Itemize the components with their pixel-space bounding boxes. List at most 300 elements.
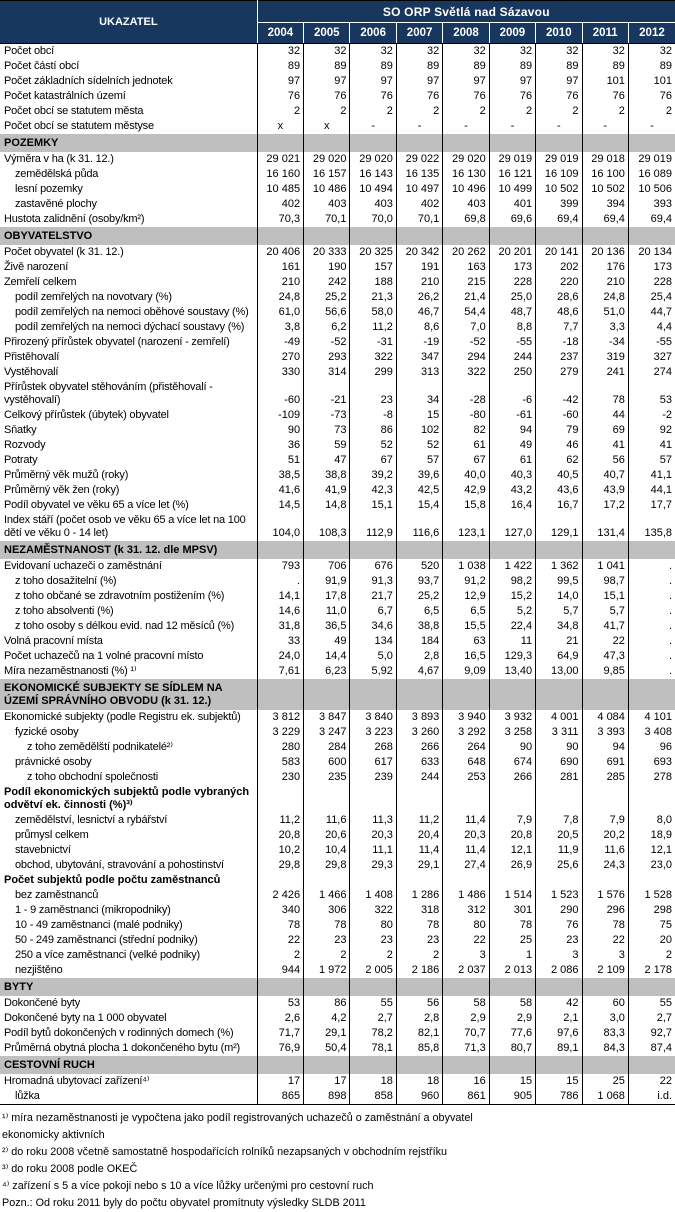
section-header-row [0,541,675,559]
cell-value: 47,3 [582,649,628,664]
row-label: Přistěhovalí [0,350,257,365]
cell-value: 29 019 [638,153,672,165]
table-row [0,828,675,843]
cell-value: 21,7 [350,589,396,604]
cell-value: 32 [443,44,489,60]
cell-value: 23 [350,933,396,948]
cell-value: 3,8 [257,320,303,335]
cell-value: 20 333 [304,245,350,260]
cell-value: 313 [396,365,442,380]
cell-value [396,227,442,245]
cell-value: 306 [304,903,350,918]
cell-value: 33 [257,634,303,649]
cell-value: 633 [396,755,442,770]
row-label: 250 a více zaměstnanci (velké podniky) [0,948,257,963]
cell-value: 403 [443,197,489,212]
row-label: 50 - 249 zaměstnanci (střední podniky) [0,933,257,948]
cell-value: 4 001 [536,710,582,725]
cell-value: 693 [653,756,672,768]
cell-value: 17,8 [304,589,350,604]
cell-value: 29,1 [304,1026,350,1041]
cell-value: 322 [350,350,396,365]
row-label: Přírůstek obyvatel stěhováním (přistěhovalí - vystěhovalí) [0,380,257,408]
row-label: Dokončené byty na 1 000 obyvatel [0,1011,257,1026]
cell-value: 89 [443,59,489,74]
cell-value [628,541,675,559]
cell-value: 15,5 [443,619,489,634]
cell-value: 108,3 [304,513,350,541]
cell-value: 27,4 [443,858,489,873]
cell-value: 403 [304,197,350,212]
cell-value: 60 [582,996,628,1011]
cell-value: -55 [489,335,535,350]
cell-value: 3 311 [536,725,582,740]
cell-value: 116,6 [396,513,442,541]
row-label: 10 - 49 zaměstnanci (malé podniky) [0,918,257,933]
cell-value: 40,3 [489,468,535,483]
cell-value: 235 [304,770,350,785]
cell-value: . [668,620,672,632]
cell-value: 20,8 [257,828,303,843]
cell-value: 648 [443,755,489,770]
row-label: Počet základních sídelních jednotek [0,74,257,89]
cell-value: 11 [489,634,535,649]
cell-value: 2,7 [350,1011,396,1026]
cell-value: 93,7 [396,574,442,589]
cell-value: 3 932 [489,710,535,725]
cell-value: 50,4 [304,1041,350,1056]
cell-value [489,541,535,559]
cell-value: 2 [257,948,303,963]
cell-value: 2 013 [489,963,535,978]
cell-value [350,227,396,245]
cell-value: 16 089 [638,168,672,180]
cell-value: 78 [582,380,628,408]
cell-value: 690 [536,755,582,770]
cell-value: 70,1 [396,212,442,227]
row-label: Počet uchazečů na 1 volné pracovní místo [0,649,257,664]
cell-value: 2,7 [656,1012,672,1024]
cell-value [628,134,675,152]
cell-value: - [582,119,628,134]
table-row [0,453,675,468]
cell-value: 20,8 [489,828,535,843]
row-label: Podíl ekonomických subjektů podle vybraných odvětví ek. činnosti (%)³⁾ [0,785,257,813]
cell-value: 34,8 [536,619,582,634]
cell-value [582,785,628,813]
cell-value: 84,3 [582,1041,628,1056]
cell-value: 40,7 [582,468,628,483]
cell-value: 129,3 [489,649,535,664]
cell-value: 12,9 [443,589,489,604]
row-label: podíl zemřelých na novotvary (%) [0,290,257,305]
cell-value: 10 506 [638,183,672,195]
cell-value: 20,4 [396,828,442,843]
table-row [0,89,675,104]
row-label: BYTY [0,978,257,996]
row-label: Počet subjektů podle počtu zaměstnanců [0,873,257,888]
row-label: Vystěhovalí [0,365,257,380]
cell-value: 34 [396,380,442,408]
cell-value: 3 408 [644,726,672,738]
cell-value: 285 [582,770,628,785]
cell-value: 8,6 [396,320,442,335]
cell-value [350,541,396,559]
cell-value: 42,5 [396,483,442,498]
cell-value: . [668,605,672,617]
cell-value: 210 [582,275,628,290]
cell-value: 2 426 [257,888,303,903]
cell-value [396,679,442,710]
cell-value: 78 [396,918,442,933]
cell-value: 10 497 [396,182,442,197]
cell-value [443,785,489,813]
cell-value: 22 [443,933,489,948]
year-header: 2006 [350,23,396,44]
cell-value: 71,7 [257,1026,303,1041]
cell-value: 8,8 [489,320,535,335]
cell-value: 62 [536,453,582,468]
cell-value: 11,4 [443,813,489,828]
cell-value: 3 247 [304,725,350,740]
table-row [0,740,675,755]
cell-value: 4,67 [396,664,442,679]
cell-value: 279 [536,365,582,380]
cell-value: 16 [443,1074,489,1089]
cell-value: 274 [653,366,672,378]
cell-value: 16,4 [489,498,535,513]
cell-value: 25,4 [650,291,672,303]
cell-value: 32 [536,44,582,60]
cell-value: 3 393 [582,725,628,740]
row-label: Podíl obyvatel ve věku 65 a více let (%) [0,498,257,513]
row-label: Počet částí obcí [0,59,257,74]
cell-value: 64,9 [536,649,582,664]
row-label: podíl zemřelých na nemoci dýchací soustavy (%) [0,320,257,335]
cell-value: 2 037 [443,963,489,978]
cell-value: 18,9 [650,829,672,841]
cell-value: 21,4 [443,290,489,305]
cell-value: 91,3 [350,574,396,589]
cell-value [628,978,675,996]
cell-value: 44,1 [650,484,672,496]
cell-value: 3 812 [257,710,303,725]
cell-value: 5,7 [582,604,628,619]
cell-value: . [668,635,672,647]
row-label: právnické osoby [0,755,257,770]
cell-value: 280 [257,740,303,755]
cell-value: 2,8 [396,649,442,664]
cell-value: 76 [350,89,396,104]
table-row [0,996,675,1011]
cell-value: 97,6 [536,1026,582,1041]
cell-value [536,873,582,888]
cell-value: 284 [304,740,350,755]
cell-value: -52 [304,335,350,350]
cell-value: 78,2 [350,1026,396,1041]
table-row [0,619,675,634]
cell-value: - [650,120,654,132]
cell-value: 3,0 [582,1011,628,1026]
cell-value [350,785,396,813]
cell-value: 7,9 [582,813,628,828]
row-label: obchod, ubytování, stravování a pohostinství [0,858,257,873]
cell-value: 90 [489,740,535,755]
cell-value: 78,1 [350,1041,396,1056]
cell-value [582,134,628,152]
cell-value: 54,4 [443,305,489,320]
cell-value: 69,8 [443,212,489,227]
cell-value: 11,0 [304,604,350,619]
cell-value: 41,7 [582,619,628,634]
cell-value: 94 [582,740,628,755]
cell-value: 228 [653,276,672,288]
cell-value: 57 [659,454,672,466]
cell-value: 2 [304,104,350,119]
cell-value: 340 [257,903,303,918]
cell-value: 14,6 [257,604,303,619]
table-row [0,843,675,858]
cell-value: -42 [536,380,582,408]
cell-value: -6 [489,380,535,408]
cell-value: 210 [257,275,303,290]
cell-value [443,978,489,996]
cell-value: 76 [443,89,489,104]
cell-value: 7,0 [443,320,489,335]
row-label: OBYVATELSTVO [0,227,257,245]
cell-value: 401 [489,197,535,212]
cell-value: 8,0 [656,814,672,826]
cell-value: 24,3 [582,858,628,873]
cell-value: 960 [396,1089,442,1105]
cell-value: 83,3 [582,1026,628,1041]
cell-value: 4 084 [582,710,628,725]
cell-value [396,785,442,813]
cell-value: 73 [304,423,350,438]
cell-value [443,541,489,559]
cell-value: 23 [396,933,442,948]
cell-value: 20 141 [536,245,582,260]
year-header: 2004 [257,23,303,44]
cell-value: 86 [304,996,350,1011]
table-row [0,423,675,438]
cell-value [396,978,442,996]
cell-value [536,785,582,813]
cell-value: 39,2 [350,468,396,483]
cell-value: 67 [443,453,489,468]
cell-value: 2 178 [644,964,672,976]
cell-value: 1 422 [489,559,535,574]
year-header: 2011 [582,23,628,44]
row-label: zastavěné plochy [0,197,257,212]
cell-value: -31 [350,335,396,350]
cell-value: i.d. [628,1089,675,1105]
table-row [0,933,675,948]
footnote-line: ¹⁾ míra nezaměstnanosti je vypočtena jako podíl registrovaných uchazečů o zaměstnání a obyvatel [2,1112,473,1124]
cell-value: 127,0 [489,513,535,541]
row-label: zemědělská půda [0,167,257,182]
cell-value: 10 494 [350,182,396,197]
cell-value: 188 [350,275,396,290]
cell-value: 87,4 [650,1042,672,1054]
cell-value: 3 847 [304,710,350,725]
table-row [0,664,675,679]
cell-value [396,1056,442,1074]
cell-value: 90 [257,423,303,438]
cell-value [350,1056,396,1074]
cell-value [582,227,628,245]
cell-value: 58 [489,996,535,1011]
cell-value [628,785,675,813]
table-row [0,1041,675,1056]
cell-value: 76 [659,90,672,102]
cell-value: 20,3 [443,828,489,843]
cell-value: 15 [396,408,442,423]
cell-value [536,1056,582,1074]
cell-value: 1 362 [536,559,582,574]
footnote-line: ⁴⁾ zařízení s 5 a více pokoji nebo s 10 a více lůžky určenými pro cestovní ruch [2,1180,374,1192]
cell-value: 41 [582,438,628,453]
cell-value: 61 [443,438,489,453]
cell-value [489,227,535,245]
cell-value: 41,1 [650,469,672,481]
cell-value: 220 [536,275,582,290]
cell-value: 31,8 [257,619,303,634]
cell-value: 44,7 [650,306,672,318]
table-row [0,813,675,828]
table-row [0,604,675,619]
cell-value: 102 [396,423,442,438]
cell-value: 583 [257,755,303,770]
cell-value: 89 [582,59,628,74]
row-label: z toho absolventi (%) [0,604,257,619]
year-header: 2009 [489,23,535,44]
cell-value: 10 496 [443,182,489,197]
cell-value: -18 [536,335,582,350]
cell-value: 11,3 [350,813,396,828]
cell-value: 2 109 [582,963,628,978]
cell-value [304,679,350,710]
cell-value: 82 [443,423,489,438]
cell-value: 793 [257,559,303,574]
cell-value: 41,9 [304,483,350,498]
cell-value [257,785,303,813]
cell-value: 244 [396,770,442,785]
cell-value: 402 [396,197,442,212]
cell-value: 24,8 [582,290,628,305]
cell-value: 16,7 [536,498,582,513]
cell-value: 112,9 [350,513,396,541]
cell-value: 1 523 [536,888,582,903]
cell-value: 2 [257,104,303,119]
cell-value [536,541,582,559]
region-header: SO ORP Světlá nad Sázavou [257,1,675,23]
cell-value: 10,2 [257,843,303,858]
cell-value: 61 [489,453,535,468]
cell-value [350,679,396,710]
cell-value: 69,4 [582,212,628,227]
cell-value: 20,2 [582,828,628,843]
cell-value: 6,5 [443,604,489,619]
cell-value: 11,4 [443,843,489,858]
cell-value: 215 [443,275,489,290]
cell-value: 290 [536,903,582,918]
cell-value: 1 514 [489,888,535,903]
cell-value: 16 121 [489,167,535,182]
cell-value: 78 [582,918,628,933]
cell-value: 865 [257,1089,303,1105]
cell-value [257,227,303,245]
cell-value: 2 086 [536,963,582,978]
cell-value: 46 [536,438,582,453]
cell-value: 6,7 [350,604,396,619]
cell-value: 15,8 [443,498,489,513]
cell-value: 34,6 [350,619,396,634]
cell-value: 17 [257,1074,303,1089]
cell-value: 101 [653,75,672,87]
cell-value: 29 018 [582,152,628,167]
cell-value: 32 [350,44,396,60]
cell-value: 89,1 [536,1041,582,1056]
row-label: podíl zemřelých na nemoci oběhové soustavy (%) [0,305,257,320]
cell-value [489,873,535,888]
cell-value [257,134,303,152]
table-row [0,182,675,197]
table-row [0,1089,675,1105]
cell-value: 40,5 [536,468,582,483]
cell-value: 173 [489,260,535,275]
cell-value: 11,1 [350,843,396,858]
table-body [0,44,675,1105]
cell-value: 176 [582,260,628,275]
cell-value [489,785,535,813]
table-row [0,74,675,89]
cell-value: 905 [489,1089,535,1105]
table-row [0,197,675,212]
row-label: Potraty [0,453,257,468]
cell-value [628,227,675,245]
footnote-line: ³⁾ do roku 2008 podle OKEČ [2,1163,138,1175]
cell-value: 2 [536,104,582,119]
table-row [0,167,675,182]
year-header: 2008 [443,23,489,44]
cell-value: 520 [396,559,442,574]
row-label: Podíl bytů dokončených v rodinných domech (%) [0,1026,257,1041]
row-label: Sňatky [0,423,257,438]
cell-value: 24,8 [257,290,303,305]
cell-value: 278 [653,771,672,783]
cell-value [536,227,582,245]
cell-value: . [257,574,303,589]
cell-value: 55 [350,996,396,1011]
cell-value: 89 [396,59,442,74]
table-header [0,1,675,44]
cell-value: 16 160 [257,167,303,182]
cell-value: 26,9 [489,858,535,873]
table-row [0,320,675,335]
cell-value: 91,2 [443,574,489,589]
table-row [0,212,675,227]
cell-value: 40,0 [443,468,489,483]
cell-value: 617 [350,755,396,770]
cell-value: 80,7 [489,1041,535,1056]
cell-value: 5,92 [350,664,396,679]
cell-value: - [489,119,535,134]
cell-value [489,679,535,710]
cell-value: 77,6 [489,1026,535,1041]
cell-value: 347 [396,350,442,365]
cell-value: 230 [257,770,303,785]
